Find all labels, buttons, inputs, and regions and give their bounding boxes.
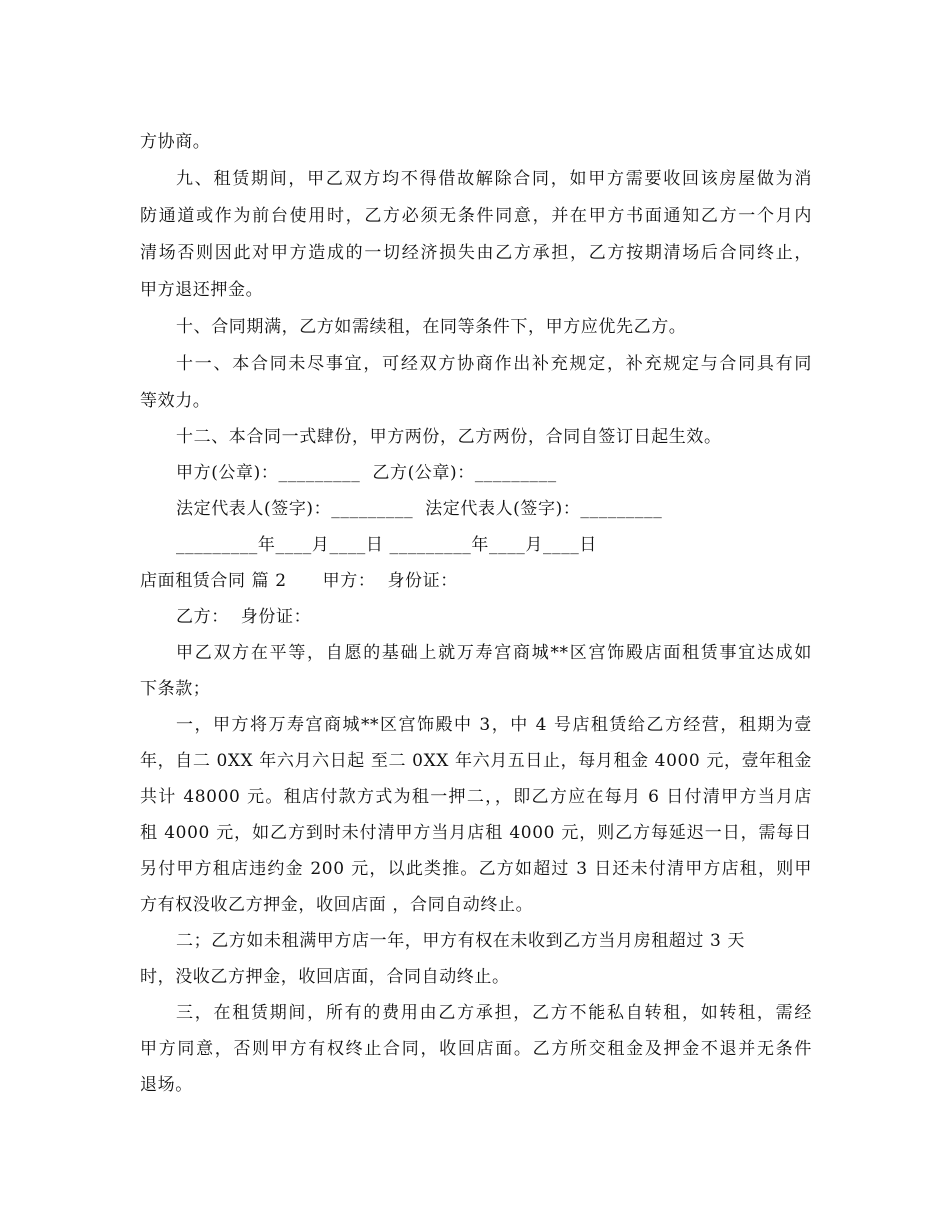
text-line: 九、租赁期间，甲乙双方均不得借故解除合同，如甲方需要收回该房屋做为消 [176, 169, 812, 189]
text-line: 十二、本合同一式肆份，甲方两份，乙方两份，合同自签订日起生效。 [176, 427, 722, 447]
text-line: 甲方同意，否则甲方有权终止合同，收回店面。乙方所交租金及押金不退并无条件 [140, 1039, 812, 1059]
text-line: 二；乙方如未租满甲方店一年，甲方有权在未收到乙方当月房租超过 3 天 [176, 931, 746, 951]
text-line: 三，在租赁期间，所有的费用由乙方承担，乙方不能私自转租，如转租，需经 [176, 1003, 812, 1023]
text-line: 十、合同期满，乙方如需续租，在同等条件下，甲方应优先乙方。 [176, 317, 687, 337]
text-line: 等效力。 [140, 391, 211, 411]
section-title: 店面租赁合同 篇 2 甲方： 身份证： [140, 571, 458, 591]
text-line: 另付甲方租店违约金 200 元，以此类推。乙方如超过 3 日还未付清甲方店租，则甲 [140, 859, 812, 879]
text-line: 甲方退还押金。 [140, 280, 264, 300]
text-line: 方有权没收乙方押金，收回店面 ，合同自动终止。 [140, 895, 534, 915]
text-line: 乙方： 身份证： [176, 607, 312, 627]
text-line: 共计 48000 元。租店付款方式为租一押二，，即乙方应在每月 6 日付清甲方当月店 [140, 787, 812, 807]
text-line: 下条款； [140, 679, 211, 699]
signature-line-party: 甲方(公章)：_________ 乙方(公章)：_________ [176, 463, 557, 483]
text-line: 时，没收乙方押金，收回店面，合同自动终止。 [140, 967, 510, 987]
text-line: 甲乙双方在平等，自愿的基础上就万寿宫商城**区宫饰殿店面租赁事宜达成如 [176, 643, 812, 663]
text-line: 方协商。 [140, 132, 211, 152]
signature-line-representative: 法定代表人(签字)：_________ 法定代表人(签字)：_________ [176, 499, 663, 519]
text-line: 一，甲方将万寿宫商城**区宫饰殿中 3，中 4 号店租赁给乙方经营，租期为壹 [176, 715, 812, 735]
text-line: 防通道或作为前台使用时，乙方必须无条件同意，并在甲方书面通知乙方一个月内 [140, 206, 812, 226]
text-line: 退场。 [140, 1075, 193, 1095]
text-line: 十一、本合同未尽事宜，可经双方协商作出补充规定，补充规定与合同具有同 [176, 354, 812, 374]
text-line: 清场否则因此对甲方造成的一切经济损失由乙方承担，乙方按期清场后合同终止， [140, 243, 812, 263]
text-line: 租 4000 元，如乙方到时未付清甲方当月店租 4000 元，则乙方每延迟一日，需每日 [140, 823, 812, 843]
signature-date-line: _________年____月____日 _________年____月____日 [176, 535, 598, 555]
text-line: 年，自二 0XX 年六月六日起 至二 0XX 年六月五日止，每月租金 4000 元，壹年租金 [140, 751, 812, 771]
